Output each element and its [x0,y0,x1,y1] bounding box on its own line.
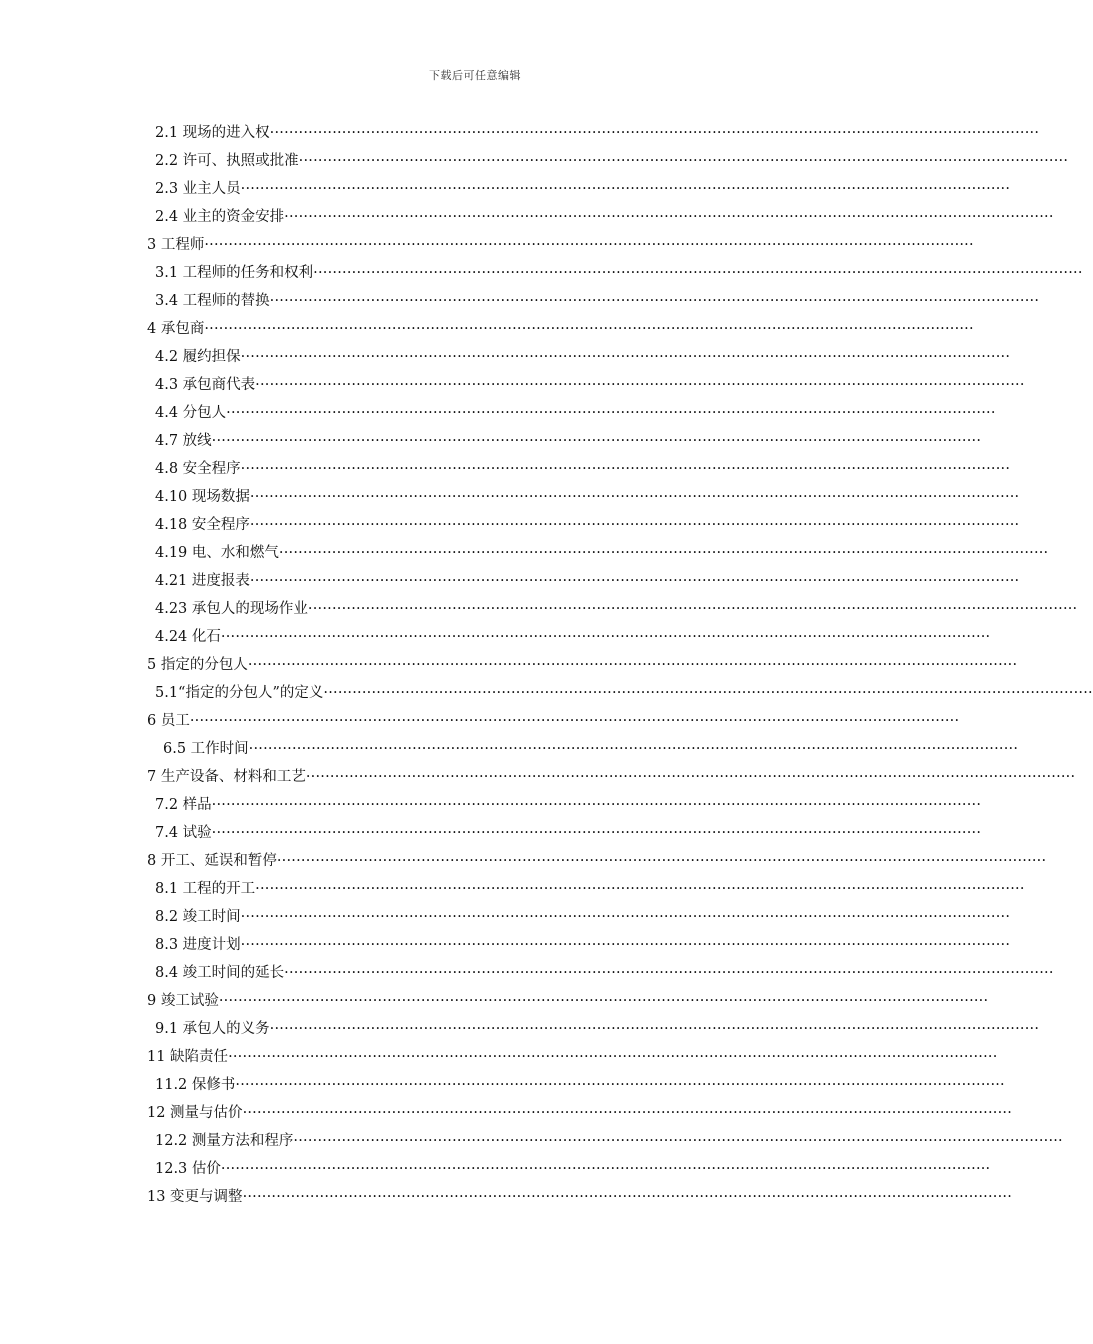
toc-entry[interactable] [0,483,1020,511]
toc-entry-label: 4.8 安全程序 [155,461,241,477]
toc-entry[interactable] [0,959,1054,987]
toc-entry-label: 8.1 工程的开工 [155,881,256,897]
toc-entry[interactable] [0,595,1078,623]
toc-dot-leader: ································································································································································ [278,545,1049,561]
toc-dot-leader: ································································································································································ [284,209,1054,225]
toc-entry[interactable] [0,931,1011,959]
toc-entry-label: 7 生产设备、材料和工艺 [147,769,306,785]
toc-entry-label: 4.18 安全程序 [155,517,250,533]
toc-dot-leader: ································································································································································ [307,601,1078,617]
toc-dot-leader: ································································································································································ [220,629,991,645]
toc-entry-label: 8.2 竣工时间 [155,909,241,925]
toc-dot-leader: ································································································································································ [276,853,1047,869]
toc-entry[interactable] [0,455,1011,483]
toc-entry[interactable] [0,679,1093,707]
toc-entry[interactable] [0,1155,991,1183]
toc-dot-leader: ································································································································································ [211,433,982,449]
toc-entry-label: 12.2 测量方法和程序 [155,1133,294,1149]
toc-dot-leader: ································································································································································ [226,405,996,421]
toc-dot-leader: ································································································································································ [323,685,1093,701]
toc-dot-leader: ································································································································································ [284,965,1054,981]
toc-dot-leader: ································································································································································ [249,517,1020,533]
toc-dot-leader: ································································································································································ [218,993,989,1009]
toc-entry-label: 4.2 履约担保 [155,349,241,365]
toc-entry[interactable] [0,119,1040,147]
toc-dot-leader: ································································································································································ [255,881,1025,897]
toc-entry-label: 11 缺陷责任 [147,1049,229,1065]
toc-entry-label: 6 员工 [147,713,190,729]
toc-entry[interactable] [0,427,982,455]
toc-dot-leader: ································································································································································ [313,265,1083,281]
toc-entry[interactable] [0,287,1040,315]
toc-entry-label: 9 竣工试验 [147,993,219,1009]
toc-entry[interactable] [0,1183,1013,1211]
toc-dot-leader: ································································································································································ [204,237,974,253]
toc-entry-label: 4.10 现场数据 [155,489,250,505]
toc-dot-leader: ································································································································································ [240,181,1011,197]
toc-dot-leader: ································································································································································ [240,461,1011,477]
toc-entry[interactable] [0,1043,998,1071]
toc-dot-leader: ································································································································································ [204,321,974,337]
toc-dot-leader: ································································································································································ [293,1133,1063,1149]
toc-entry[interactable] [0,1015,1040,1043]
toc-dot-leader: ································································································································································ [240,349,1011,365]
toc-entry-label: 8.4 竣工时间的延长 [155,965,285,981]
toc-entry[interactable] [0,259,1083,287]
toc-entry[interactable] [0,203,1054,231]
toc-entry[interactable] [0,511,1020,539]
toc-entry[interactable] [0,791,982,819]
toc-dot-leader: ································································································································································ [298,153,1069,169]
toc-entry-label: 2.2 许可、执照或批准 [155,153,299,169]
toc-entry[interactable] [0,343,1011,371]
toc-dot-leader: ································································································································································ [269,293,1040,309]
toc-entry-label: 12.3 估价 [155,1161,221,1177]
toc-entry-label: 5.1“指定的分包人”的定义 [155,685,324,701]
toc-entry-label: 8 开工、延误和暂停 [147,853,277,869]
toc-entry-label: 5 指定的分包人 [147,657,248,673]
toc-entry[interactable] [0,1127,1063,1155]
toc-entry[interactable] [0,651,1018,679]
page-header: 下载后可任意编辑 [429,69,521,82]
toc-entry-label: 3.1 工程师的任务和权利 [155,265,314,281]
toc-entry[interactable] [0,735,1019,763]
toc-dot-leader: ································································································································································ [220,1161,991,1177]
toc-entry-label: 11.2 保修书 [155,1077,236,1093]
toc-dot-leader: ································································································································································ [248,741,1019,757]
toc-dot-leader: ································································································································································ [211,797,982,813]
toc-entry-label: 4.3 承包商代表 [155,377,256,393]
table-of-contents [0,119,1093,1211]
toc-entry-label: 12 测量与估价 [147,1105,243,1121]
toc-entry-label: 3.4 工程师的替换 [155,293,270,309]
toc-entry[interactable] [0,399,996,427]
toc-dot-leader: ································································································································································ [235,1077,1005,1093]
toc-dot-leader: ································································································································································ [228,1049,998,1065]
toc-entry[interactable] [0,707,960,735]
toc-dot-leader: ································································································································································ [269,125,1040,141]
toc-entry-label: 4.7 放线 [155,433,212,449]
toc-dot-leader: ································································································································································ [240,937,1011,953]
toc-entry-label: 7.2 样品 [155,797,212,813]
toc-entry[interactable] [0,1099,1013,1127]
toc-entry-label: 2.4 业主的资金安排 [155,209,285,225]
toc-dot-leader: ································································································································································ [255,377,1025,393]
toc-entry-label: 4.4 分包人 [155,405,227,421]
toc-entry-label: 6.5 工作时间 [163,741,249,757]
toc-entry-label: 3 工程师 [147,237,205,253]
toc-dot-leader: ································································································································································ [189,713,960,729]
toc-dot-leader: ································································································································································ [247,657,1018,673]
toc-dot-leader: ································································································································································ [242,1105,1013,1121]
toc-entry[interactable] [0,875,1025,903]
toc-entry[interactable] [0,623,991,651]
toc-entry-label: 9.1 承包人的义务 [155,1021,270,1037]
toc-entry[interactable] [0,147,1069,175]
toc-entry[interactable] [0,847,1047,875]
toc-entry-label: 2.3 业主人员 [155,181,241,197]
toc-dot-leader: ································································································································································ [242,1189,1013,1205]
toc-entry-label: 4.19 电、水和燃气 [155,545,279,561]
toc-entry[interactable] [0,819,982,847]
toc-entry[interactable] [0,371,1025,399]
toc-entry[interactable] [0,231,974,259]
toc-entry-label: 2.1 现场的进入权 [155,125,270,141]
toc-entry-label: 8.3 进度计划 [155,937,241,953]
toc-entry-label: 4.21 进度报表 [155,573,250,589]
toc-entry-label: 7.4 试验 [155,825,212,841]
toc-dot-leader: ································································································································································ [249,489,1020,505]
toc-dot-leader: ································································································································································ [211,825,982,841]
toc-dot-leader: ································································································································································ [305,769,1076,785]
toc-entry[interactable] [0,315,974,343]
toc-entry-label: 4 承包商 [147,321,205,337]
toc-entry[interactable] [0,175,1011,203]
toc-entry[interactable] [0,903,1011,931]
toc-dot-leader: ································································································································································ [249,573,1020,589]
toc-entry-label: 13 变更与调整 [147,1189,243,1205]
toc-entry[interactable] [0,987,989,1015]
toc-entry-label: 4.23 承包人的现场作业 [155,601,308,617]
toc-entry-label: 4.24 化石 [155,629,221,645]
toc-entry[interactable] [0,539,1049,567]
toc-entry[interactable] [0,763,1076,791]
toc-entry[interactable] [0,1071,1005,1099]
toc-entry[interactable] [0,567,1020,595]
toc-dot-leader: ································································································································································ [269,1021,1040,1037]
toc-dot-leader: ································································································································································ [240,909,1011,925]
